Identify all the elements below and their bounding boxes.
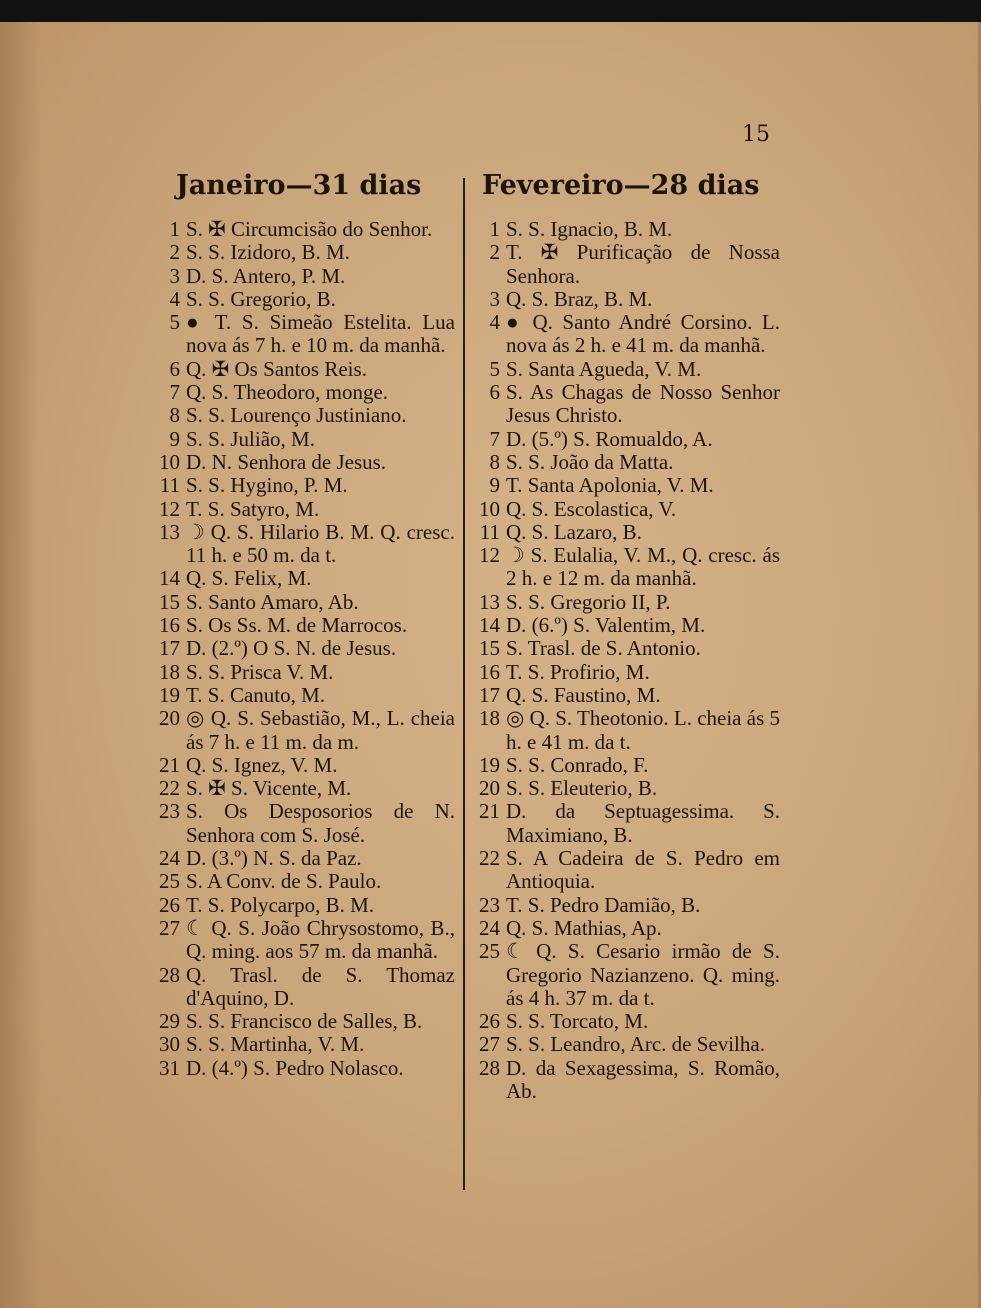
day-number: 26 xyxy=(479,1009,500,1034)
day-number: 15 xyxy=(479,636,500,661)
calendar-entry xyxy=(150,474,455,497)
calendar-entry xyxy=(150,754,455,777)
calendar-entry xyxy=(150,311,455,358)
day-number: 27 xyxy=(159,915,180,940)
day-description: S. S. Leandro, Arc. de Sevilha. xyxy=(506,1032,765,1057)
page-edge-shadow xyxy=(0,22,40,1308)
calendar-entry xyxy=(470,847,780,894)
day-description: S. S. Gregorio II, P. xyxy=(506,589,671,614)
column-divider xyxy=(463,178,465,1190)
day-number: 2 xyxy=(489,240,500,265)
day-number: 24 xyxy=(479,915,500,940)
day-description: T. S. Profirio, M. xyxy=(506,659,650,684)
day-description: D. (2.º) O S. N. de Jesus. xyxy=(186,636,397,661)
calendar-entry xyxy=(470,917,780,940)
day-description: S. A Conv. de S. Paulo. xyxy=(186,869,382,894)
february-title: Fevereiro—28 dias xyxy=(482,170,760,201)
day-description: ● T. S. Simeão Estelita. Lua nova ás 7 h. e 10 m. da manhã. xyxy=(186,310,455,358)
day-number: 14 xyxy=(159,566,180,591)
day-number: 3 xyxy=(169,263,180,288)
day-description: S. S. Prisca V. M. xyxy=(186,659,334,684)
day-number: 20 xyxy=(479,776,500,801)
calendar-entry xyxy=(470,777,780,800)
calendar-entry xyxy=(470,544,780,591)
day-description: Q. S. Braz, B. M. xyxy=(506,286,653,311)
day-number: 18 xyxy=(159,659,180,684)
day-number: 5 xyxy=(169,310,180,335)
calendar-entry xyxy=(470,358,780,381)
day-number: 16 xyxy=(159,613,180,638)
day-description: D. S. Antero, P. M. xyxy=(186,263,346,288)
day-number: 15 xyxy=(159,589,180,614)
day-number: 6 xyxy=(489,380,500,405)
day-number: 9 xyxy=(489,473,500,498)
day-description: S. Santa Agueda, V. M. xyxy=(506,356,702,381)
day-description: ☽ S. Eulalia, V. M., Q. cresc. ás 2 h. e 12 m. da manhã. xyxy=(506,543,780,591)
day-description: S. A Cadeira de S. Pedro em Antioquia. xyxy=(506,846,780,894)
calendar-entry xyxy=(470,521,780,544)
day-number: 23 xyxy=(159,799,180,824)
day-description: Q. S. Mathias, Ap. xyxy=(506,915,662,940)
calendar-entry xyxy=(150,964,455,1011)
calendar-entry xyxy=(150,1010,455,1033)
day-number: 17 xyxy=(479,682,500,707)
calendar-entry xyxy=(150,498,455,521)
day-description: S. S. João da Matta. xyxy=(506,449,674,474)
day-number: 10 xyxy=(479,496,500,521)
calendar-entry xyxy=(150,358,455,381)
calendar-entry xyxy=(150,288,455,311)
day-number: 5 xyxy=(489,356,500,381)
calendar-entry xyxy=(150,847,455,870)
calendar-entry xyxy=(150,428,455,451)
calendar-entry xyxy=(150,870,455,893)
calendar-entry xyxy=(150,241,455,264)
calendar-entry xyxy=(150,707,455,754)
day-number: 26 xyxy=(159,892,180,917)
day-number: 12 xyxy=(479,543,500,568)
day-description: S. As Chagas de Nosso Senhor Jesus Christo. xyxy=(506,380,780,428)
day-number: 30 xyxy=(159,1032,180,1057)
day-number: 12 xyxy=(159,496,180,521)
calendar-entry xyxy=(150,451,455,474)
day-number: 22 xyxy=(479,846,500,871)
calendar-entry xyxy=(150,218,455,241)
day-description: S. S. Izidoro, B. M. xyxy=(186,240,350,265)
february-list xyxy=(470,218,780,1103)
day-description: D. (6.º) S. Valentim, M. xyxy=(506,613,706,638)
day-description: T. ✠ Purificação de Nossa Senhora. xyxy=(506,240,780,288)
day-number: 14 xyxy=(479,613,500,638)
day-number: 20 xyxy=(159,706,180,731)
day-number: 27 xyxy=(479,1032,500,1057)
day-number: 4 xyxy=(169,286,180,311)
calendar-entry xyxy=(150,1033,455,1056)
day-number: 10 xyxy=(159,449,180,474)
day-description: ☾ Q. S. Cesario irmão de S. Gregorio Nazianzeno. Q. ming. ás 4 h. 37 m. da t. xyxy=(506,939,780,1010)
day-description: Q. S. Lazaro, B. xyxy=(506,519,642,544)
day-description: S. Os Ss. M. de Marrocos. xyxy=(186,613,408,638)
calendar-entry xyxy=(470,1010,780,1033)
calendar-entry xyxy=(470,218,780,241)
calendar-entry xyxy=(150,614,455,637)
day-description: S. S. Ignacio, B. M. xyxy=(506,217,673,241)
day-description: T. S. Satyro, M. xyxy=(186,496,320,521)
january-list xyxy=(150,218,455,1080)
calendar-entry xyxy=(150,637,455,660)
calendar-entry xyxy=(150,684,455,707)
calendar-entry xyxy=(470,591,780,614)
day-description: S. S. Conrado, F. xyxy=(506,752,649,777)
day-description: Q. Trasl. de S. Thomaz d'Aquino, D. xyxy=(186,962,455,1010)
day-description: S. S. Gregorio, B. xyxy=(186,286,336,311)
day-number: 8 xyxy=(169,403,180,428)
day-number: 19 xyxy=(479,752,500,777)
calendar-entry xyxy=(470,637,780,660)
day-description: S. Trasl. de S. Antonio. xyxy=(506,636,701,661)
day-number: 28 xyxy=(159,962,180,987)
day-number: 19 xyxy=(159,682,180,707)
day-description: Q. S. Escolastica, V. xyxy=(506,496,677,521)
day-description: S. S. Lourenço Justiniano. xyxy=(186,403,407,428)
day-number: 1 xyxy=(489,217,500,241)
day-description: D. (4.º) S. Pedro Nolasco. xyxy=(186,1055,404,1080)
calendar-entry xyxy=(470,661,780,684)
day-description: S. S. Eleuterio, B. xyxy=(506,776,658,801)
day-number: 7 xyxy=(489,426,500,451)
calendar-entry xyxy=(150,404,455,427)
day-number: 16 xyxy=(479,659,500,684)
day-number: 3 xyxy=(489,286,500,311)
day-number: 13 xyxy=(479,589,500,614)
day-description: ☾ Q. S. João Chrysostomo, B., Q. ming. aos 57 m. da manhã. xyxy=(186,915,455,964)
calendar-entry xyxy=(470,381,780,428)
calendar-entry xyxy=(470,474,780,497)
day-number: 4 xyxy=(489,310,500,335)
calendar-entry xyxy=(150,591,455,614)
calendar-entry xyxy=(470,754,780,777)
day-description: T. Santa Apolonia, V. M. xyxy=(506,473,714,498)
day-description: Q. S. Ignez, V. M. xyxy=(186,752,338,777)
day-description: ● Q. Santo André Corsino. L. nova ás 2 h. e 41 m. da manhã. xyxy=(506,310,780,358)
day-description: S. S. Torcato, M. xyxy=(506,1009,649,1034)
day-number: 22 xyxy=(159,776,180,801)
calendar-entry xyxy=(470,428,780,451)
calendar-entry xyxy=(470,684,780,707)
calendar-entry xyxy=(470,707,780,754)
day-number: 25 xyxy=(479,939,500,964)
calendar-entry xyxy=(150,894,455,917)
day-description: T. S. Polycarpo, B. M. xyxy=(186,892,375,917)
calendar-entry xyxy=(470,288,780,311)
day-number: 25 xyxy=(159,869,180,894)
day-description: Q. S. Theodoro, monge. xyxy=(186,380,389,405)
calendar-entry xyxy=(150,381,455,404)
day-description: T. S. Canuto, M. xyxy=(186,682,326,707)
day-number: 21 xyxy=(159,752,180,777)
day-number: 23 xyxy=(479,892,500,917)
day-description: S. S. Martinha, V. M. xyxy=(186,1032,365,1057)
day-number: 28 xyxy=(479,1055,500,1080)
day-description: D. da Sexagessima, S. Romão, Ab. xyxy=(506,1055,780,1103)
day-description: S. S. Hygino, P. M. xyxy=(186,473,348,498)
day-description: ◎ Q. S. Sebastião, M., L. cheia ás 7 h. e 11 m. da m. xyxy=(186,706,455,754)
day-number: 18 xyxy=(479,706,500,731)
calendar-entry xyxy=(470,241,780,288)
day-description: Q. S. Faustino, M. xyxy=(506,682,661,707)
day-number: 2 xyxy=(169,240,180,265)
day-number: 13 xyxy=(159,519,180,544)
day-number: 6 xyxy=(169,356,180,381)
day-description: ☽ Q. S. Hilario B. M. Q. cresc. 11 h. e 50 m. da t. xyxy=(186,519,455,568)
calendar-entry xyxy=(150,567,455,590)
day-description: S. S. Julião, M. xyxy=(186,426,315,451)
day-number: 1 xyxy=(169,217,180,241)
calendar-entry xyxy=(470,1033,780,1056)
day-number: 7 xyxy=(169,380,180,405)
day-description: D. (3.º) N. S. da Paz. xyxy=(186,846,362,871)
calendar-entry xyxy=(470,451,780,474)
day-description: S. ✠ Circumcisão do Senhor. xyxy=(186,217,433,241)
day-number: 11 xyxy=(479,519,500,544)
calendar-entry xyxy=(470,614,780,637)
calendar-entry xyxy=(470,894,780,917)
day-number: 29 xyxy=(159,1009,180,1034)
january-title: Janeiro—31 dias xyxy=(176,170,422,201)
day-number: 24 xyxy=(159,846,180,871)
calendar-entry xyxy=(150,521,455,568)
page-number: 15 xyxy=(742,122,770,147)
calendar-entry xyxy=(150,1057,455,1080)
day-description: S. ✠ S. Vicente, M. xyxy=(186,776,352,801)
day-number: 9 xyxy=(169,426,180,451)
day-description: D. da Septuagessima. S. Maximiano, B. xyxy=(506,799,780,847)
day-description: ◎ Q. S. Theotonio. L. cheia ás 5 h. e 41 m. da t. xyxy=(506,706,780,754)
calendar-entry xyxy=(470,940,780,1010)
day-description: Q. S. Felix, M. xyxy=(186,566,312,591)
day-description: S. Os Desposorios de N. Senhora com S. José. xyxy=(186,799,455,847)
calendar-entry xyxy=(150,777,455,800)
calendar-entry xyxy=(470,1057,780,1104)
calendar-entry xyxy=(470,311,780,358)
day-number: 8 xyxy=(489,449,500,474)
day-number: 21 xyxy=(479,799,500,824)
calendar-entry xyxy=(150,661,455,684)
day-description: S. Santo Amaro, Ab. xyxy=(186,589,359,614)
day-number: 11 xyxy=(159,473,180,498)
calendar-entry xyxy=(150,800,455,847)
calendar-entry xyxy=(150,917,455,964)
day-description: D. (5.º) S. Romualdo, A. xyxy=(506,426,713,451)
day-description: S. S. Francisco de Salles, B. xyxy=(186,1009,423,1034)
day-description: T. S. Pedro Damião, B. xyxy=(506,892,701,917)
day-number: 17 xyxy=(159,636,180,661)
calendar-entry xyxy=(470,498,780,521)
day-description: D. N. Senhora de Jesus. xyxy=(186,449,387,474)
calendar-entry xyxy=(150,265,455,288)
calendar-entry xyxy=(470,800,780,847)
day-description: Q. ✠ Os Santos Reis. xyxy=(186,356,367,381)
day-number: 31 xyxy=(159,1055,180,1080)
